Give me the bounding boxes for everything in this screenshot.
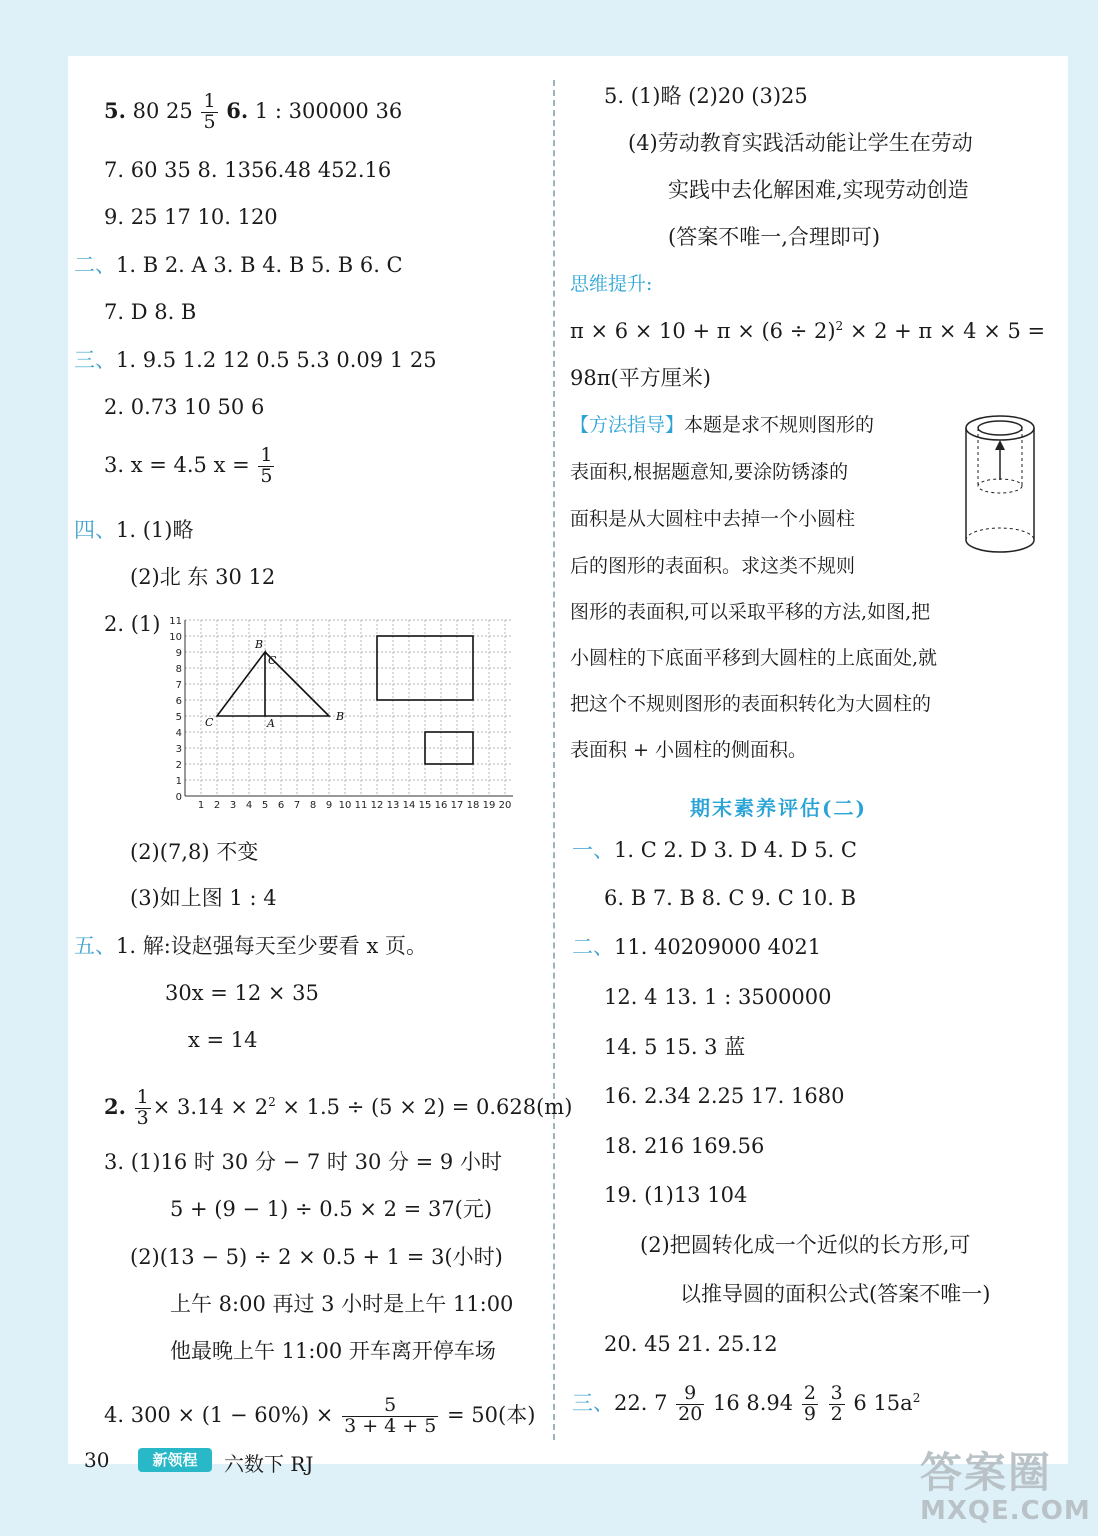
answer-line-9: 四、1. (1)略 <box>74 518 194 542</box>
answer-line-r17: 6. B 7. B 8. C 9. C 10. B <box>604 886 857 910</box>
answer-line-r2: (4)劳动教育实践活动能让学生在劳动 <box>628 131 973 155</box>
fraction: $\frac{5}{3 + 4 + 5}$ <box>344 1394 437 1437</box>
answer-line-r6: $\pi \times 6 \times 10 + \pi \times (6 \div 2)^2 \times 2 + \pi \times 4 \times 5$ = <box>570 319 1046 343</box>
answer-line-r21: 16. 2.34 2.25 17. 1680 <box>604 1084 845 1108</box>
x-tick: 20 <box>498 800 512 811</box>
answer-line-2: 7. 60 35 8. 1356.48 452.16 <box>104 158 392 182</box>
x-tick: 15 <box>418 800 432 811</box>
fraction: $\frac{1}{3}$ <box>136 1086 149 1129</box>
answer-line-r22: 18. 216 169.56 <box>604 1134 765 1158</box>
y-tick: 11 <box>169 616 182 627</box>
x-tick: 17 <box>450 800 464 811</box>
point-label: C <box>268 654 277 667</box>
answer-line-22: 他最晚上午 11:00 开车离开停车场 <box>170 1339 496 1363</box>
method-line-1: 【方法指导】本题是求不规则图形的 <box>570 414 875 436</box>
answer-line-17: 2. $\frac{1}{3}$ × $3.14 \times 2^2 \times 1.5 \div (5 \times 2) = 0.628(m)$ <box>104 1086 573 1129</box>
fraction: $\frac{2}{9}$ <box>803 1382 816 1425</box>
x-tick: 7 <box>293 800 301 811</box>
y-tick: 9 <box>175 648 182 659</box>
answer-line-11: 2. (1) <box>104 612 161 636</box>
y-tick: 4 <box>175 728 182 739</box>
method-line-7: 把这个不规则图形的表面积转化为大圆柱的 <box>570 693 932 715</box>
answer-line-r23: 19. (1)13 104 <box>604 1183 748 1207</box>
x-tick: 12 <box>370 800 384 811</box>
answer-line-5: 7. D 8. B <box>104 300 197 324</box>
fraction: $\frac{3}{2}$ <box>830 1382 843 1425</box>
method-line-2: 表面积,根据题意知,要涂防锈漆的 <box>570 461 849 483</box>
answer-line-r27: 三、22. 7 $\frac{9}{20}$ 16 8.94 $\frac{2}{9}$ $\frac{3}{2}$ 6 $15a^2$ <box>572 1382 921 1425</box>
method-line-3: 面积是从大圆柱中去掉一个小圆柱 <box>570 508 856 530</box>
answer-line-1: 5. 80 25 $\frac{1}{5}$ 6. 1 : 300000 36 <box>104 90 403 133</box>
x-tick: 10 <box>338 800 352 811</box>
y-tick: 5 <box>175 712 182 723</box>
fraction: $\frac{9}{20}$ <box>678 1382 703 1425</box>
answer-line-r24: (2)把圆转化成一个近似的长方形,可 <box>640 1233 971 1257</box>
x-tick: 13 <box>386 800 400 811</box>
method-line-5: 图形的表面积,可以采取平移的方法,如图,把 <box>570 601 931 623</box>
answer-line-r25: 以推导圆的面积公式(答案不唯一) <box>680 1282 991 1306</box>
page-number: 30 <box>84 1448 110 1472</box>
answer-line-14: 五、1. 解:设赵强每天至少要看 x 页。 <box>74 934 427 958</box>
book-info: 六数下 RJ <box>224 1452 314 1476</box>
x-tick: 14 <box>402 800 416 811</box>
right-band <box>1068 0 1098 1536</box>
answer-line-r7: 98π(平方厘米) <box>570 366 711 390</box>
x-tick: 3 <box>229 800 237 811</box>
x-tick: 19 <box>482 800 496 811</box>
x-tick: 4 <box>245 800 253 811</box>
point-label: B <box>336 710 345 723</box>
top-band <box>0 0 1098 56</box>
answer-line-18: 3. (1)16 时 30 分 − 7 时 30 分 = 9 小时 <box>104 1150 502 1174</box>
brand-logo: 新领程 <box>138 1448 212 1472</box>
answer-line-4: 二、1. B 2. A 3. B 4. B 5. B 6. C <box>74 253 403 277</box>
answer-line-23: 4. 300 × (1 − 60%) × $\frac{5}{3 + 4 + 5}$ = 50(本) <box>104 1394 536 1437</box>
watermark: 答案圈 MXQE.COM <box>920 1448 1091 1526</box>
section-title: 期末素养评估(二) <box>690 796 867 820</box>
answer-line-13: (3)如上图 1 : 4 <box>130 886 277 910</box>
fraction: $\frac{1}{5}$ <box>203 90 216 133</box>
answer-line-16: x = 14 <box>188 1028 258 1052</box>
x-tick: 18 <box>466 800 480 811</box>
y-tick: 8 <box>175 664 182 675</box>
thinking-heading: 思维提升: <box>570 273 653 295</box>
x-tick: 8 <box>309 800 317 811</box>
column-divider <box>553 80 555 1440</box>
y-tick: 0 <box>175 792 182 803</box>
method-line-4: 后的图形的表面积。求这类不规则 <box>570 555 856 577</box>
y-tick: 3 <box>175 744 182 755</box>
answer-line-3: 9. 25 17 10. 120 <box>104 205 278 229</box>
point-label: C <box>205 716 214 729</box>
coordinate-grid <box>160 612 530 812</box>
answer-line-r16: 一、1. C 2. D 3. D 4. D 5. C <box>572 838 857 862</box>
y-tick: 10 <box>169 632 182 643</box>
answer-line-19: 5 + (9 − 1) ÷ 0.5 × 2 = 37(元) <box>170 1197 493 1221</box>
answer-line-15: 30x = 12 × 35 <box>165 981 319 1005</box>
answer-line-r3: 实践中去化解困难,实现劳动创造 <box>668 178 969 202</box>
x-tick: 11 <box>354 800 368 811</box>
answer-line-12: (2)(7,8) 不变 <box>130 840 259 864</box>
answer-line-10: (2)北 东 30 12 <box>130 565 276 589</box>
y-tick: 7 <box>175 680 182 691</box>
answer-line-21: 上午 8:00 再过 3 小时是上午 11:00 <box>170 1292 514 1316</box>
method-line-8: 表面积 + 小圆柱的侧面积。 <box>570 739 807 761</box>
cylinder-figure <box>958 408 1042 560</box>
answer-line-r4: (答案不唯一,合理即可) <box>668 225 881 249</box>
x-tick: 1 <box>197 800 205 811</box>
answer-line-7: 2. 0.73 10 50 6 <box>104 395 265 419</box>
answer-line-6: 三、1. 9.5 1.2 12 0.5 5.3 0.09 1 25 <box>74 348 437 372</box>
y-tick: 1 <box>175 776 182 787</box>
x-tick: 16 <box>434 800 448 811</box>
answer-line-8: 3. x = 4.5 x = $\frac{1}{5}$ <box>104 444 273 487</box>
answer-line-r26: 20. 45 21. 25.12 <box>604 1332 778 1356</box>
method-line-6: 小圆柱的下底面平移到大圆柱的上底面处,就 <box>570 647 938 669</box>
left-band <box>0 0 68 1536</box>
y-tick: 6 <box>175 696 182 707</box>
x-tick: 9 <box>325 800 333 811</box>
answer-line-r20: 14. 5 15. 3 蓝 <box>604 1035 746 1059</box>
y-tick: 2 <box>175 760 182 771</box>
answer-line-r1: 5. (1)略 (2)20 (3)25 <box>604 84 808 108</box>
x-tick: 2 <box>213 800 221 811</box>
answer-line-20: (2)(13 − 5) ÷ 2 × 0.5 + 1 = 3(小时) <box>130 1245 503 1269</box>
answer-line-r19: 12. 4 13. 1 : 3500000 <box>604 985 832 1009</box>
x-tick: 6 <box>277 800 285 811</box>
answer-line-r18: 二、11. 40209000 4021 <box>572 935 822 959</box>
point-label: A <box>267 717 275 730</box>
fraction: $\frac{1}{5}$ <box>260 444 273 487</box>
point-label: B <box>255 638 264 651</box>
x-tick: 5 <box>261 800 269 811</box>
